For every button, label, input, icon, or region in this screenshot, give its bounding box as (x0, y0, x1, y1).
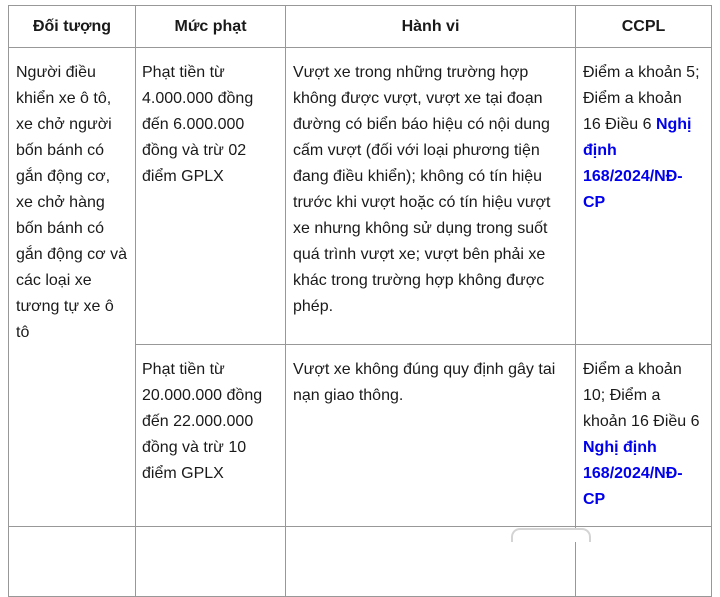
header-ccpl: CCPL (576, 6, 712, 48)
ccpl-text-2: Điểm a khoản 10; Điểm a khoản 16 Điều 6 (583, 361, 700, 430)
decree-168-2024-link-2[interactable]: Nghị định 168/2024/NĐ-CP (583, 439, 683, 508)
ccpl-text-1: Điểm a khoản 5; Điểm a khoản 16 Điều 6 (583, 64, 700, 133)
table-row-1 (9, 48, 712, 345)
subject-cell: Người điều khiển xe ô tô, xe chở người bốn bánh có gắn động cơ, xe chở hàng bốn bánh có gắn động cơ và các loại xe tương tự xe ô tô (9, 48, 136, 527)
fine-cell-2: Phạt tiền từ 20.000.000 đồng đến 22.000.000 đồng và trừ 10 điểm GPLX (136, 345, 286, 527)
header-row (9, 6, 712, 48)
fine-cell-1: Phạt tiền từ 4.000.000 đồng đến 6.000.000 đồng và trừ 02 điểm GPLX (136, 48, 286, 345)
header-doi-tuong: Đối tượng (9, 6, 136, 48)
ccpl-cell-1 (576, 48, 712, 345)
subject-cell-cutoff (9, 527, 136, 597)
ccpl-cell-cutoff (576, 527, 712, 597)
cutoff-rounded-element (511, 528, 591, 542)
header-hanh-vi: Hành vi (286, 6, 576, 48)
ccpl-cell-2 (576, 345, 712, 527)
penalty-table (8, 5, 712, 597)
behavior-cell-1: Vượt xe trong những trường hợp không được vượt, vượt xe tại đoạn đường có biển báo hiệu có nội dung cấm vượt (đối với loại phương tiện đang điều khiển); không có tín hiệu trước khi vượt hoặc có tín hiệu vượt xe nhưng không sử dụng trong suốt quá trình vượt xe; vượt bên phải xe khác trong trường hợp không được phép. (286, 48, 576, 345)
fine-cell-cutoff (136, 527, 286, 597)
decree-168-2024-link-1[interactable]: Nghị định 168/2024/NĐ-CP (583, 116, 692, 211)
table-row-3-cutoff (9, 527, 712, 597)
header-muc-phat: Mức phạt (136, 6, 286, 48)
behavior-cell-2: Vượt xe không đúng quy định gây tai nạn giao thông. (286, 345, 576, 527)
